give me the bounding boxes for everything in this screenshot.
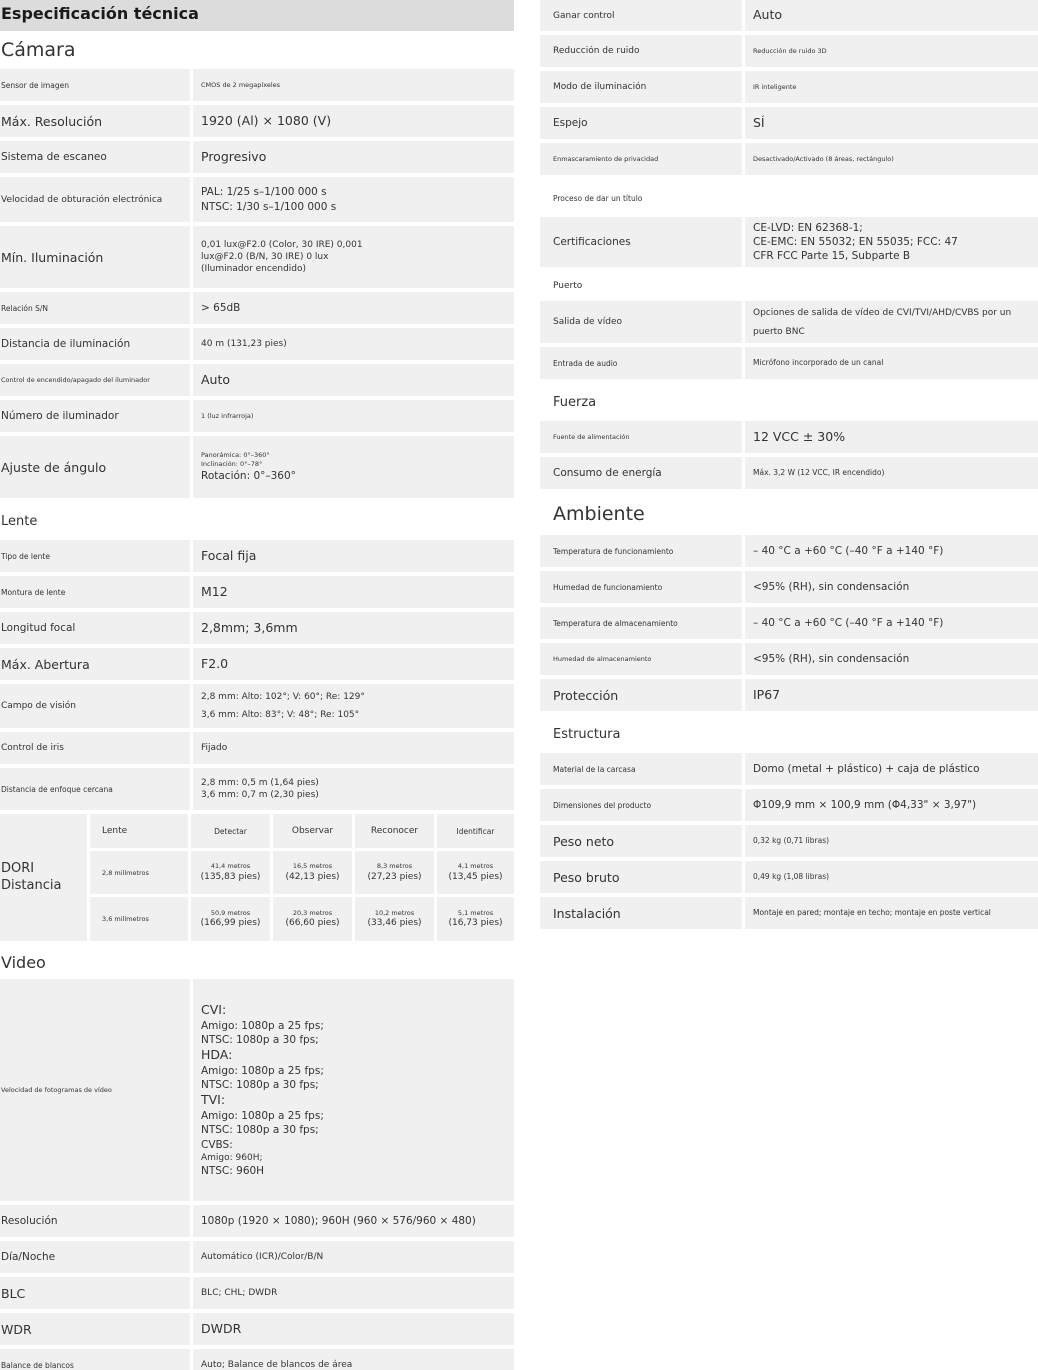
section-heading-structure: Estructura: [553, 726, 621, 742]
spec-row: [0, 436, 514, 498]
right-column: [540, 0, 1038, 933]
spec-row: [0, 328, 514, 360]
spec-key: Balance de blancos: [0, 1349, 190, 1370]
dori-table: [0, 814, 514, 941]
spec-row: [540, 679, 1038, 711]
dori-lens-cell: 2,8 milímetros: [90, 851, 188, 894]
dori-value-cell: 50,9 metros (166,99 pies): [191, 897, 270, 941]
spec-key: Peso bruto: [540, 861, 742, 893]
spec-row: [0, 400, 514, 432]
dori-header-cell: Identificar: [437, 814, 514, 848]
spec-key: Humedad de almacenamiento: [540, 643, 742, 675]
spec-value: CVI: Amigo: 1080p a 25 fps; NTSC: 1080p a 30 fps; HDA: Amigo: 1080p a 25 fps; NTSC: 1080p a 30 fps; TVI: Amigo: 1080p a 25 fps; NTSC: 1080p a 30 fps; CVBS: Amigo: 960H; NTSC: 960H: [193, 979, 514, 1201]
spec-key: Certificaciones: [540, 217, 742, 267]
dori-label: DORI Distancia: [0, 814, 87, 941]
spec-key: Fuente de alimentación: [540, 421, 742, 453]
spec-row: [0, 226, 514, 288]
spec-key: Entrada de audio: [540, 347, 742, 379]
spec-row: [540, 0, 1038, 31]
spec-row: [0, 177, 514, 222]
spec-key: Velocidad de fotogramas de vídeo: [0, 979, 190, 1201]
spec-value: 1920 (Al) × 1080 (V): [193, 105, 514, 137]
spec-row: [0, 292, 514, 324]
spec-value: Focal fija: [193, 540, 514, 572]
spec-value: CMOS de 2 megapíxeles: [193, 69, 514, 101]
spec-row: [540, 861, 1038, 893]
dori-value-cell: 4,1 metros (13,45 pies): [437, 851, 514, 894]
spec-key: Control de encendido/apagado del iluminador: [0, 364, 190, 396]
dori-value-cell: 8,3 metros (27,23 pies): [355, 851, 434, 894]
spec-value: Φ109,9 mm × 100,9 mm (Φ4,33" × 3,97"): [745, 789, 1038, 821]
spec-key: Salida de vídeo: [540, 301, 742, 343]
spec-row: [0, 768, 514, 810]
dori-value-cell: 16,5 metros (42,13 pies): [273, 851, 352, 894]
spec-value: <95% (RH), sin condensación: [745, 571, 1038, 603]
spec-key: Sistema de escaneo: [0, 141, 190, 173]
spec-value: Montaje en pared; montaje en techo; montaje en poste vertical: [745, 897, 1038, 929]
spec-value: Auto: [193, 364, 514, 396]
spec-row: [540, 35, 1038, 67]
section-heading-camera: Cámara: [1, 39, 76, 61]
spec-row: [0, 1277, 514, 1309]
spec-key: Temperatura de almacenamiento: [540, 607, 742, 639]
spec-value: > 65dB: [193, 292, 514, 324]
spec-key: Protección: [540, 679, 742, 711]
spec-value: <95% (RH), sin condensación: [745, 643, 1038, 675]
spec-key: Velocidad de obturación electrónica: [0, 177, 190, 222]
spec-key: Distancia de enfoque cercana: [0, 768, 190, 810]
spec-row: [540, 143, 1038, 175]
spec-row: [540, 535, 1038, 567]
spec-value: Automático (ICR)/Color/B/N: [193, 1241, 514, 1273]
spec-key: Campo de visión: [0, 684, 190, 728]
spec-row: [0, 1205, 514, 1237]
spec-value: Panorámica: 0°–360° Inclinación: 0°–78° Rotación: 0°–360°: [193, 436, 514, 498]
spec-value: 1080p (1920 × 1080); 960H (960 × 576/960 × 480): [193, 1205, 514, 1237]
spec-value: Fijado: [193, 732, 514, 764]
spec-row: [540, 789, 1038, 821]
dori-value-cell: 10,2 metros (33,46 pies): [355, 897, 434, 941]
spec-key: WDR: [0, 1313, 190, 1345]
dori-value-cell: 41,4 metros (135,83 pies): [191, 851, 270, 894]
spec-key: Control de iris: [0, 732, 190, 764]
spec-key: Resolución: [0, 1205, 190, 1237]
spec-row: [540, 217, 1038, 267]
dori-value-cell: 20,3 metros (66,60 pies): [273, 897, 352, 941]
section-heading-port: Puerto: [553, 281, 583, 291]
titling-label: Proceso de dar un título: [553, 193, 643, 203]
spec-value: Opciones de salida de vídeo de CVI/TVI/AHD/CVBS por un puerto BNC: [745, 301, 1038, 343]
dori-header-cell: Reconocer: [355, 814, 434, 848]
section-heading-environment: Ambiente: [553, 503, 645, 525]
spec-row: [0, 364, 514, 396]
spec-value: CE-LVD: EN 62368-1; CE-EMC: EN 55032; EN 55035; FCC: 47 CFR FCC Parte 15, Subparte B: [745, 217, 1038, 267]
spec-key: Ganar control: [540, 0, 742, 31]
spec-row: [0, 141, 514, 173]
spec-key: Humedad de funcionamiento: [540, 571, 742, 603]
spec-value: Domo (metal + plástico) + caja de plástico: [745, 753, 1038, 785]
dori-header-cell: Observar: [273, 814, 352, 848]
spec-value: 2,8mm; 3,6mm: [193, 612, 514, 644]
spec-key: Relación S/N: [0, 292, 190, 324]
spec-key: Ajuste de ángulo: [0, 436, 190, 498]
spec-value: Progresivo: [193, 141, 514, 173]
spec-value: 12 VCC ± 30%: [745, 421, 1038, 453]
spec-key: Consumo de energía: [540, 457, 742, 489]
spec-value: Reducción de ruido 3D: [745, 35, 1038, 67]
spec-key: Día/Noche: [0, 1241, 190, 1273]
spec-row: [540, 107, 1038, 139]
spec-key: Reducción de ruido: [540, 35, 742, 67]
spec-row: [540, 607, 1038, 639]
dori-header-cell: Lente: [90, 814, 188, 848]
page-title: Especificación técnica: [0, 0, 514, 31]
spec-key: Instalación: [540, 897, 742, 929]
spec-key: Espejo: [540, 107, 742, 139]
spec-key: Montura de lente: [0, 576, 190, 608]
spec-value: IR inteligente: [745, 71, 1038, 103]
spec-row: [540, 753, 1038, 785]
spec-value: 2,8 mm: Alto: 102°; V: 60°; Re: 129° 3,6 mm: Alto: 83°; V: 48°; Re: 105°: [193, 684, 514, 728]
spec-row: [540, 825, 1038, 857]
spec-value: 40 m (131,23 pies): [193, 328, 514, 360]
spec-value: 0,01 lux@F2.0 (Color, 30 IRE) 0,001 lux@F2.0 (B/N, 30 IRE) 0 lux (Iluminador encendido): [193, 226, 514, 288]
dori-value-cell: 5,1 metros (16,73 pies): [437, 897, 514, 941]
spec-row: [0, 1241, 514, 1273]
spec-value: Máx. 3,2 W (12 VCC, IR encendido): [745, 457, 1038, 489]
spec-row: [540, 421, 1038, 453]
spec-value: Auto: [745, 0, 1038, 31]
spec-key: Temperatura de funcionamiento: [540, 535, 742, 567]
spec-row: [0, 684, 514, 728]
spec-value: Micrófono incorporado de un canal: [745, 347, 1038, 379]
spec-row: [0, 1313, 514, 1345]
spec-row: [540, 457, 1038, 489]
section-heading-power: Fuerza: [553, 394, 597, 410]
spec-key: Dimensiones del producto: [540, 789, 742, 821]
spec-row: [540, 571, 1038, 603]
spec-key: Longitud focal: [0, 612, 190, 644]
spec-row: [0, 105, 514, 137]
spec-row: [0, 540, 514, 572]
spec-row: [0, 648, 514, 680]
spec-value: – 40 °C a +60 °C (–40 °F a +140 °F): [745, 607, 1038, 639]
spec-key: Tipo de lente: [0, 540, 190, 572]
spec-key: Mín. Iluminación: [0, 226, 190, 288]
spec-key: Material de la carcasa: [540, 753, 742, 785]
spec-row: [0, 1349, 514, 1370]
spec-value: 2,8 mm: 0,5 m (1,64 pies) 3,6 mm: 0,7 m (2,30 pies): [193, 768, 514, 810]
spec-value: 1 (luz infrarroja): [193, 400, 514, 432]
spec-key: Peso neto: [540, 825, 742, 857]
spec-row: [540, 897, 1038, 929]
spec-value: BLC; CHL; DWDR: [193, 1277, 514, 1309]
spec-key: Número de iluminador: [0, 400, 190, 432]
spec-key: Enmascaramiento de privacidad: [540, 143, 742, 175]
spec-value: F2.0: [193, 648, 514, 680]
spec-value: – 40 °C a +60 °C (–40 °F a +140 °F): [745, 535, 1038, 567]
spec-value: DWDR: [193, 1313, 514, 1345]
spec-row: [540, 347, 1038, 379]
spec-value: 0,49 kg (1,08 libras): [745, 861, 1038, 893]
spec-value: PAL: 1/25 s–1/100 000 s NTSC: 1/30 s–1/100 000 s: [193, 177, 514, 222]
spec-value: Auto; Balance de blancos de área: [193, 1349, 514, 1370]
spec-key: Sensor de imagen: [0, 69, 190, 101]
spec-row: [0, 576, 514, 608]
spec-value: M12: [193, 576, 514, 608]
dori-grid: [90, 814, 514, 941]
spec-row: [0, 979, 514, 1201]
spec-row: [540, 301, 1038, 343]
spec-key: BLC: [0, 1277, 190, 1309]
spec-row: [540, 71, 1038, 103]
spec-key: Máx. Resolución: [0, 105, 190, 137]
spec-value: SÍ: [745, 107, 1038, 139]
spec-key: Máx. Abertura: [0, 648, 190, 680]
spec-row: [0, 69, 514, 101]
spec-value: Desactivado/Activado (8 áreas, rectángulo): [745, 143, 1038, 175]
dori-lens-cell: 3,6 milímetros: [90, 897, 188, 941]
spec-key: Distancia de iluminación: [0, 328, 190, 360]
spec-value: IP67: [745, 679, 1038, 711]
spec-row: [0, 612, 514, 644]
spec-row: [540, 643, 1038, 675]
left-column: [0, 0, 514, 1370]
spec-key: Modo de iluminación: [540, 71, 742, 103]
section-heading-lens: Lente: [1, 513, 38, 529]
section-heading-video: Video: [1, 952, 46, 972]
spec-row: [0, 732, 514, 764]
dori-header-cell: Detectar: [191, 814, 270, 848]
spec-value: 0,32 kg (0,71 libras): [745, 825, 1038, 857]
